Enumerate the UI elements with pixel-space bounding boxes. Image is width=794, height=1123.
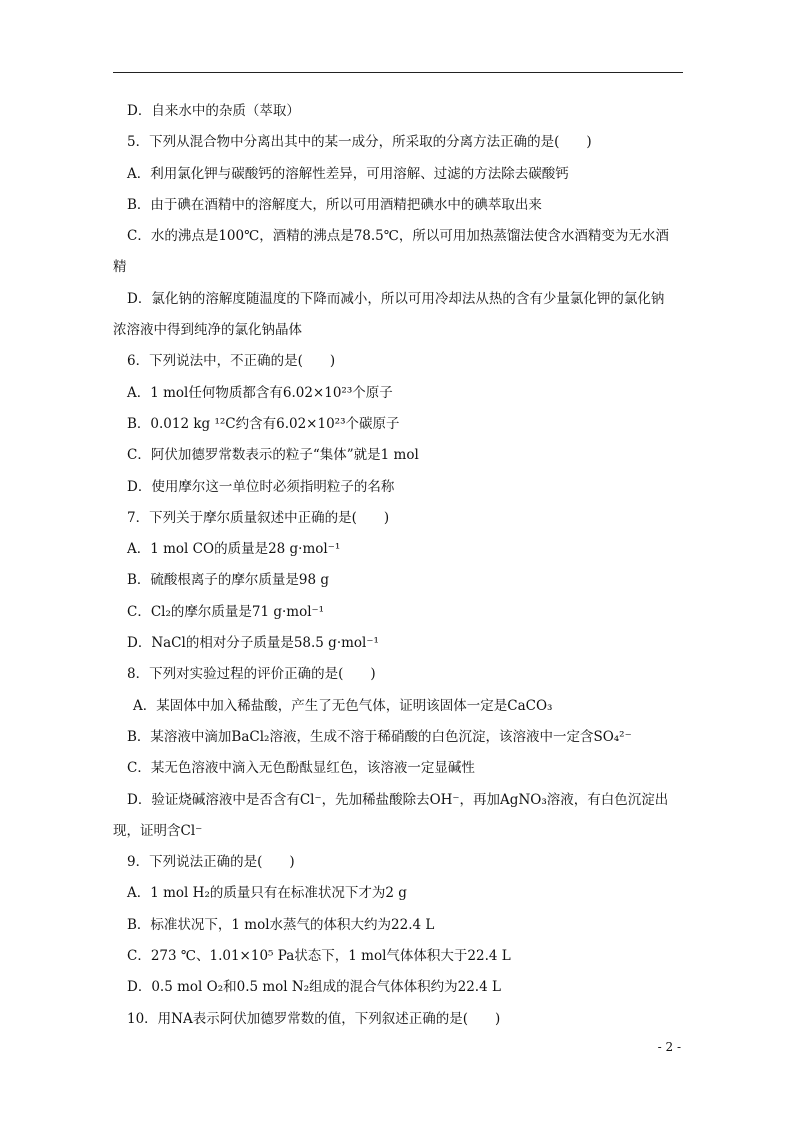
text-line: 精 <box>113 259 127 276</box>
text-line: D．0.5 mol O₂和0.5 mol N₂组成的混合气体体积约为22.4 L <box>127 979 501 996</box>
text-line: 浓溶液中得到纯净的氯化钠晶体 <box>113 322 302 339</box>
text-line: C．某无色溶液中滴入无色酚酞显红色，该溶液一定显碱性 <box>127 760 475 777</box>
text-line: A．1 mol任何物质都含有6.02×10²³个原子 <box>127 384 393 401</box>
text-line: B．标准状况下，1 mol水蒸气的体积大约为22.4 L <box>127 916 435 933</box>
text-line: A．某固体中加入稀盐酸，产生了无色气体，证明该固体一定是CaCO₃ <box>133 697 553 714</box>
text-line: B．某溶液中滴加BaCl₂溶液，生成不溶于稀硝酸的白色沉淀，该溶液中一定含SO₄²⁻ <box>127 728 632 745</box>
text-line: 10．用NA表示阿伏加德罗常数的值，下列叙述正确的是( ) <box>127 1010 501 1027</box>
text-line: 现，证明含Cl⁻ <box>113 822 203 839</box>
header-rule <box>113 72 683 73</box>
text-line: D．验证烧碱溶液中是否含有Cl⁻，先加稀盐酸除去OH⁻，再加AgNO₃溶液，有白色沉淀出 <box>127 791 669 808</box>
text-line: D．自来水中的杂质（萃取） <box>127 103 300 119</box>
document-body <box>113 96 683 1035</box>
text-line: B．硫酸根离子的摩尔质量是98 g <box>127 572 330 589</box>
text-line: A．1 mol CO的质量是28 g·mol⁻¹ <box>127 541 341 558</box>
text-line: 6．下列说法中，不正确的是( ) <box>127 353 336 370</box>
page-number: - 2 - <box>657 1040 681 1054</box>
text-line: C．273 ℃、1.01×10⁵ Pa状态下，1 mol气体体积大于22.4 L <box>127 948 511 965</box>
text-line: 5．下列从混合物中分离出其中的某一成分，所采取的分离方法正确的是( ) <box>127 134 592 151</box>
text-line: C．Cl₂的摩尔质量是71 g·mol⁻¹ <box>127 603 325 620</box>
text-line: B．由于碘在酒精中的溶解度大，所以可用酒精把碘水中的碘萃取出来 <box>127 196 542 213</box>
text-line: D．NaCl的相对分子质量是58.5 g·mol⁻¹ <box>127 635 379 652</box>
text-line: D．氯化钠的溶解度随温度的下降而减小，所以可用冷却法从热的含有少量氯化钾的氯化钠 <box>127 290 665 307</box>
text-line: 9．下列说法正确的是( ) <box>127 854 295 871</box>
text-line: A．1 mol H₂的质量只有在标准状况下才为2 g <box>127 885 407 902</box>
text-line: C．阿伏加德罗常数表示的粒子“集体”就是1 mol <box>127 447 419 464</box>
text-line: D．使用摩尔这一单位时必须指明粒子的名称 <box>127 478 395 495</box>
text-line: B．0.012 kg ¹²C约含有6.02×10²³个碳原子 <box>127 415 400 432</box>
text-line: 7．下列关于摩尔质量叙述中正确的是( ) <box>127 509 390 526</box>
text-line: 8．下列对实验过程的评价正确的是( ) <box>127 666 376 683</box>
text-line: C．水的沸点是100℃，酒精的沸点是78.5℃，所以可用加热蒸馏法使含水酒精变为无水酒 <box>127 228 669 245</box>
text-line: A．利用氯化钾与碳酸钙的溶解性差异，可用溶解、过滤的方法除去碳酸钙 <box>127 165 569 182</box>
